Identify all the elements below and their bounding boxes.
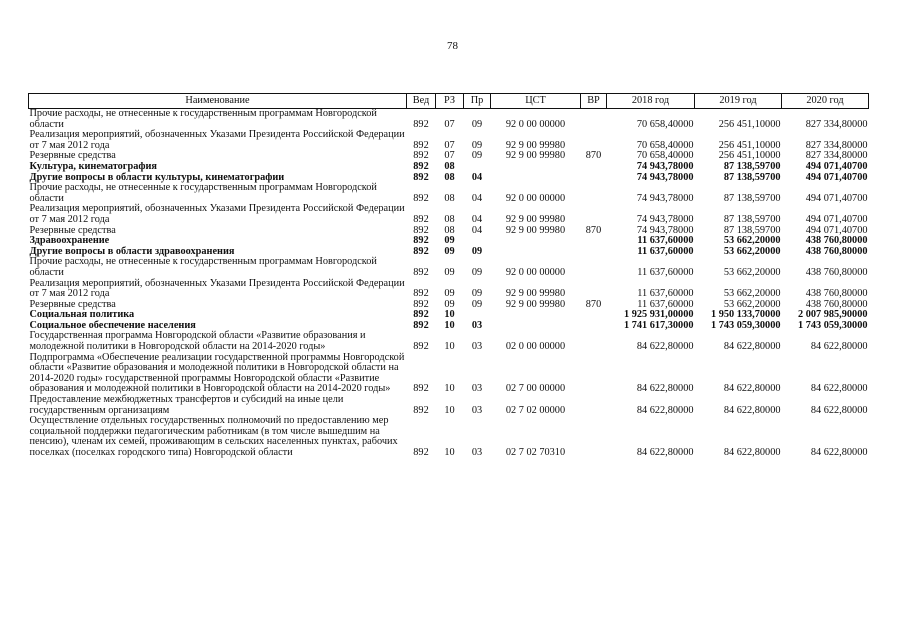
row-amount-2020: 438 760,80000 [805, 266, 868, 278]
row-rz: 09 [444, 245, 455, 257]
row-amount-2018: 74 943,78000 [636, 171, 694, 183]
row-amount-2019: 256 451,10000 [718, 139, 781, 151]
row-name: Резервные средства [29, 224, 116, 236]
row-rz: 10 [444, 404, 455, 416]
row-rz: 08 [444, 224, 455, 236]
table-row [29, 183, 869, 204]
row-amount-2019: 87 138,59700 [723, 160, 781, 172]
header-2020: 2020 год [782, 94, 869, 109]
row-pr: 04 [471, 171, 483, 183]
row-amount-2019: 53 662,20000 [723, 288, 781, 300]
row-vr [581, 204, 607, 225]
row-name: Реализация мероприятий, обозначенных Указами Президента Российской Федерации от 7 мая 2012 года [29, 203, 405, 225]
row-pr: 09 [471, 266, 483, 278]
row-vr [581, 353, 607, 395]
row-amount-2018: 70 658,40000 [636, 118, 694, 130]
table-row [29, 395, 869, 416]
row-amount-2020: 2 007 985,90000 [797, 309, 868, 321]
row-amount-2019: 87 138,59700 [723, 171, 781, 183]
row-cst: 92 9 00 99980 [505, 139, 566, 151]
row-pr: 03 [471, 319, 483, 331]
row-cst: 92 9 00 99980 [505, 298, 566, 310]
row-amount-2019: 84 622,80000 [723, 447, 781, 458]
row-ved: 892 [413, 309, 429, 321]
row-rz: 10 [444, 319, 455, 331]
row-amount-2020: 494 071,40700 [805, 224, 868, 236]
row-cst: 02 7 02 70310 [505, 447, 566, 458]
row-name: Реализация мероприятий, обозначенных Указами Президента Российской Федерации от 7 мая 2012 года [29, 277, 405, 300]
table-row [29, 353, 869, 395]
row-cst [491, 173, 581, 184]
row-ved: 892 [413, 447, 429, 458]
row-ved: 892 [413, 319, 429, 331]
row-vr: 870 [585, 298, 602, 310]
row-amount-2018: 84 622,80000 [636, 383, 694, 395]
header-pr: Пр [464, 94, 491, 109]
row-name: Прочие расходы, не отнесенные к государственным программам Новгородской области [29, 256, 377, 278]
row-rz: 10 [444, 309, 455, 321]
row-name: Прочие расходы, не отнесенные к государственным программам Новгородской области [29, 182, 377, 204]
row-amount-2018: 84 622,80000 [636, 404, 694, 416]
row-amount-2019: 53 662,20000 [723, 235, 781, 247]
row-amount-2019: 1 743 059,30000 [710, 319, 781, 331]
row-vr [581, 247, 607, 258]
row-amount-2019: 84 622,80000 [723, 404, 781, 416]
row-ved: 892 [413, 192, 429, 204]
table-row [29, 109, 869, 131]
row-amount-2018: 11 637,60000 [637, 288, 694, 300]
row-amount-2018: 11 637,60000 [637, 235, 694, 247]
row-pr: 09 [471, 245, 483, 257]
row-rz: 07 [444, 139, 455, 151]
row-vr [581, 310, 607, 321]
row-amount-2020: 494 071,40700 [805, 213, 868, 225]
row-amount-2019: 256 451,10000 [718, 150, 781, 162]
row-name: Осуществление отдельных государственных полномочий по предоставлению мер социальной поддержки педагогическим работникам (в том числе вышедшим на пенсию), членам их семей, проживающим в сельских населенных пунктах, рабочих поселках (поселках городского типа) Новгородской области [29, 415, 398, 458]
header-cst: ЦСТ [491, 94, 581, 109]
row-cst: 92 9 00 99980 [505, 224, 566, 236]
table-row [29, 331, 869, 352]
row-rz: 10 [444, 341, 455, 353]
row-amount-2018: 74 943,78000 [636, 192, 694, 204]
row-cst: 92 0 00 00000 [505, 118, 566, 130]
row-rz: 07 [444, 150, 455, 162]
row-amount-2018: 74 943,78000 [636, 213, 694, 225]
row-rz: 10 [444, 383, 455, 395]
table-row [29, 162, 869, 173]
row-ved: 892 [413, 383, 429, 395]
row-name: Культура, кинематография [29, 160, 157, 172]
row-name: Предоставление межбюджетных трансфертов и субсидий на иные цели государственным организациям [29, 394, 344, 416]
row-cst [491, 310, 581, 321]
table-row [29, 204, 869, 225]
row-amount-2020: 84 622,80000 [810, 383, 868, 395]
header-rz: РЗ [436, 94, 464, 109]
row-cst: 92 0 00 00000 [505, 192, 566, 204]
table-header-row [29, 94, 869, 109]
row-amount-2020: 827 334,80000 [805, 139, 868, 151]
row-amount-2020: 1 743 059,30000 [797, 319, 868, 331]
row-amount-2018: 84 622,80000 [636, 447, 694, 458]
row-amount-2019: 53 662,20000 [723, 266, 781, 278]
row-pr: 09 [471, 150, 483, 162]
row-amount-2020: 438 760,80000 [805, 298, 868, 310]
row-ved: 892 [413, 150, 429, 162]
row-pr: 03 [471, 447, 483, 458]
row-cst: 02 0 00 00000 [505, 341, 566, 353]
row-amount-2018: 70 658,40000 [636, 139, 694, 151]
row-ved: 892 [413, 224, 429, 236]
row-rz: 08 [444, 160, 455, 172]
row-rz: 10 [444, 447, 455, 458]
row-rz: 08 [444, 213, 455, 225]
row-cst: 02 7 00 00000 [505, 383, 566, 395]
header-name: Наименование [29, 94, 407, 109]
row-ved: 892 [413, 245, 429, 257]
row-cst: 92 9 00 99980 [505, 213, 566, 225]
row-name: Прочие расходы, не отнесенные к государственным программам Новгородской области [29, 108, 377, 130]
row-amount-2020: 494 071,40700 [805, 192, 868, 204]
row-amount-2019: 53 662,20000 [723, 298, 781, 310]
row-pr: 03 [471, 341, 483, 353]
row-pr: 04 [471, 192, 483, 204]
row-vr [581, 173, 607, 184]
row-amount-2018: 74 943,78000 [636, 224, 694, 236]
row-vr [581, 279, 607, 300]
row-vr [581, 395, 607, 416]
row-pr: 09 [471, 139, 483, 151]
row-ved: 892 [413, 118, 429, 130]
row-vr [581, 321, 607, 332]
row-ved: 892 [413, 266, 429, 278]
header-vr: ВР [581, 94, 607, 109]
row-amount-2020: 438 760,80000 [805, 235, 868, 247]
row-vr: 870 [585, 150, 602, 162]
row-cst: 92 9 00 99980 [505, 288, 566, 300]
row-name: Социальное обеспечение населения [29, 319, 196, 331]
row-pr: 09 [471, 118, 483, 130]
table-body [29, 109, 869, 459]
row-cst [491, 236, 581, 247]
row-ved: 892 [413, 298, 429, 310]
row-pr: 03 [471, 383, 483, 395]
page-number: 78 [447, 40, 458, 52]
row-name: Другие вопросы в области культуры, кинематографии [29, 171, 285, 183]
row-pr: 09 [471, 288, 483, 300]
row-amount-2020: 84 622,80000 [810, 341, 868, 353]
row-amount-2018: 11 637,60000 [637, 245, 694, 257]
table-row [29, 279, 869, 300]
row-name: Другие вопросы в области здравоохранения [29, 245, 235, 257]
row-ved: 892 [413, 171, 429, 183]
row-amount-2020: 494 071,40700 [805, 171, 868, 183]
row-cst [491, 321, 581, 332]
row-amount-2018: 84 622,80000 [636, 341, 694, 353]
row-name: Реализация мероприятий, обозначенных Указами Президента Российской Федерации от 7 мая 2012 года [29, 129, 405, 151]
row-amount-2018: 74 943,78000 [636, 160, 694, 172]
row-pr: 09 [471, 298, 483, 310]
row-name: Подпрограмма «Обеспечение реализации государственной программы Новгородской области «Развитие образования и молодежной политики в Новгородской области на 2014-2020 годы» государственной программы Новгородской области «Развитие образования и молодежной политики в Новгородской области на 2014-2020 годы» [29, 351, 405, 395]
row-ved: 892 [413, 341, 429, 353]
row-vr [581, 109, 607, 131]
row-amount-2019: 84 622,80000 [723, 383, 781, 395]
row-amount-2020: 84 622,80000 [810, 447, 868, 458]
row-amount-2018: 1 925 931,00000 [623, 309, 694, 321]
row-amount-2020: 438 760,80000 [805, 245, 868, 257]
row-amount-2020: 494 071,40700 [805, 160, 868, 172]
row-ved: 892 [413, 404, 429, 416]
row-ved: 892 [413, 235, 429, 247]
row-vr [581, 183, 607, 204]
row-name: Государственная программа Новгородской области «Развитие образования и молодежной политики в Новгородской области на 2014-2020 годы» [29, 330, 366, 353]
row-pr: 04 [471, 224, 483, 236]
table-row [29, 130, 869, 151]
row-cst [491, 247, 581, 258]
row-vr [581, 130, 607, 151]
row-amount-2020: 438 760,80000 [805, 288, 868, 300]
row-amount-2019: 87 138,59700 [723, 192, 781, 204]
row-amount-2019: 87 138,59700 [723, 224, 781, 236]
header-2018: 2018 год [607, 94, 695, 109]
row-amount-2018: 11 637,60000 [637, 266, 694, 278]
row-rz: 08 [444, 192, 455, 204]
header-ved: Вед [407, 94, 436, 109]
row-amount-2018: 1 741 617,30000 [623, 319, 694, 331]
row-vr [581, 257, 607, 278]
row-rz: 09 [444, 266, 455, 278]
row-ved: 892 [413, 213, 429, 225]
row-amount-2018: 11 637,60000 [637, 298, 694, 310]
row-amount-2018: 70 658,40000 [636, 150, 694, 162]
row-amount-2019: 87 138,59700 [723, 213, 781, 225]
row-amount-2020: 827 334,80000 [805, 118, 868, 130]
row-vr [581, 236, 607, 247]
row-vr: 870 [585, 224, 602, 236]
row-vr [581, 331, 607, 352]
row-name: Социальная политика [29, 309, 135, 321]
row-vr [581, 162, 607, 173]
table-row [29, 257, 869, 278]
budget-table [28, 93, 869, 459]
row-pr: 03 [471, 404, 483, 416]
row-name: Резервные средства [29, 150, 116, 162]
header-2019: 2019 год [695, 94, 782, 109]
row-pr: 04 [471, 213, 483, 225]
table-row [29, 416, 869, 458]
row-amount-2019: 84 622,80000 [723, 341, 781, 353]
row-ved: 892 [413, 160, 429, 172]
row-amount-2019: 256 451,10000 [718, 118, 781, 130]
row-pr [464, 162, 491, 173]
row-ved: 892 [413, 139, 429, 151]
row-vr [581, 416, 607, 458]
row-amount-2020: 827 334,80000 [805, 150, 868, 162]
row-amount-2020: 84 622,80000 [810, 404, 868, 416]
row-cst: 92 0 00 00000 [505, 266, 566, 278]
row-rz: 09 [444, 235, 455, 247]
row-ved: 892 [413, 288, 429, 300]
row-name: Резервные средства [29, 298, 116, 310]
row-rz: 07 [444, 118, 455, 130]
row-cst [491, 162, 581, 173]
row-cst: 02 7 02 00000 [505, 404, 566, 416]
row-amount-2019: 1 950 133,70000 [710, 309, 781, 321]
row-name: Здравоохранение [29, 235, 110, 247]
row-cst: 92 9 00 99980 [505, 150, 566, 162]
row-rz: 09 [444, 288, 455, 300]
row-rz: 08 [444, 171, 455, 183]
row-amount-2019: 53 662,20000 [723, 245, 781, 257]
row-rz: 09 [444, 298, 455, 310]
